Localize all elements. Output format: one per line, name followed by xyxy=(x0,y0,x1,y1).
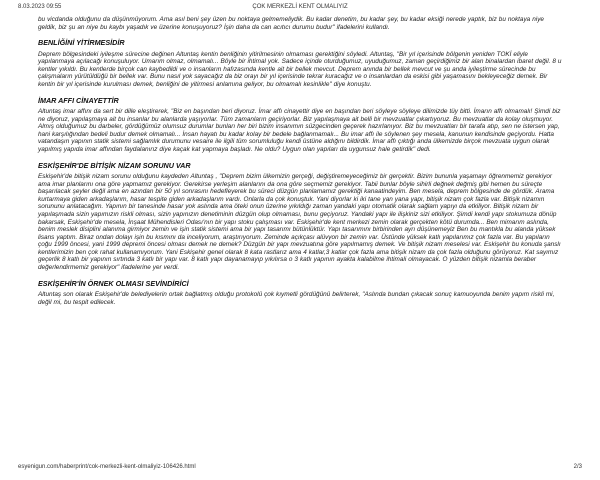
section-heading-bitisik-nizam: ESKİŞEHİR'DE BİTİŞİK NİZAM SORUNU VAR xyxy=(38,160,191,170)
print-date: 8.03.2023 09:55 xyxy=(18,4,62,10)
section-heading-benligini: BENLİĞİNİ YİTİRMESİDİR xyxy=(38,38,125,48)
page-number: 2/3 xyxy=(573,464,582,470)
section-paragraph: Eskişehir'de bitişik nizam sorunu olduğunu kaydeden Altuntaş , "Deprem bizim ülkemizin gerçeği, değiştiremeyeceğimiz bir gerçektir. Bizim bununla yaşamayı öğrenmemiz gerekiyor ama imar planlarını ona göre yapmamız gerekiyor. Gerekirse yerleşim alanlarını da ona göre seçmemiz gerekiyor. Tabii bunlar böyle sihirli değnek değmiş gibi hemen bu süreçte başarılacak şeyler değil ama en azından bir 50 yıl sonrasını hedefleyerek bu süreci düzgün planlamamız gerektiği kanaatindeyim. Ben mesela, deprem bölgesinde de gördük. Arama kurtarmaya giden arkadaşlarım, hasar tespite giden arkadaşlarım vardı. Onlarla da çok konuştuk. Yani diyorlar ki iki tane yan yana yapı, bitişik nizam çok fazla var. Bitişik nizamın sorununu anlatacağım. Yapının bir tanesinde hasar yok aslında ama öteki onun üzerine yıkıldığı zaman yandaki yapı otomatik olarak sağlam yapıyı da etkiliyor. Bitişik nizam bir yapılaşmada sizin yapımızın riskli olması, sizin yapınızın denetiminin düzgün olup olmaması, bunu geçiyoruz. Yandaki yapı ile ilişkiniz sizi etkiliyor. Şimdi kendi yapı stokumuza dönüp bakarsak, Eskişehir'de mesela, İnşaat Mühendisleri Odası'nın bir yapı stoku çalışması var. Eskişehir'de kent merkezi zemin olarak gerçekten kötü durumda... Ben mimarım aslında, benim meslek disiplini alanıma girmiyor zemin ve işin statik sistemi ama bir yapı tasarımı bütünlüktür. Yapı tasarımını birbirinden ayrı düşünemeyiz Ben bu mantıkla bu alanda yüksek lisans yaptım. Biraz ondan dolayı işin bu kısmını da inceliyorum, araştırıyorum. Zeminde açıkçası alüvyon bir zemin var. Üstünde yüksek katlı yapılarımız çok fazla var. Bu yapıların çoğu 1999 öncesi, yani 1999 depremi öncesi olması demek ne demek? Düzgün bir yapı mevzuatına göre yapılmamış demek. Ve bitişik nizam meselesi var. Eskişehir bu konuda şanslı kentlerimizin ben çok rahat kullanamıyorum. Yani Eskişehir genel olarak 8 kata rastlarız ama 4 katlar,3 katlar çok fazla ama bitişik nizam da çok fazla olduğunu görüyoruz. Kat sayımız geçerlik 8 katlı bir yapının sırtında 3 katlı bir yapı var. 8 katlı yapı dayanamayıp yıkılırsa o 3 katlı yapının ayakta kalabilme ihtimali olmayacak. O yüzden bitişik nizamla beraber değerlendirmemiz gerekiyor" ifadelerine yer verdi. xyxy=(38,172,561,272)
section-heading-imar-affi: İMAR AFFI CİNAYETTİR xyxy=(38,95,119,105)
section-paragraph: Altuntaş imar affını da sert bir dille eleştirerek, "Biz en başından beri diyoruz. İmar affı cinayettir diye en başından beri söyleye söyleye dilimizde tüy bitti. İmarın affı olmamalı! Şimdi biz ne diyoruz, yapılaşmaya ait bu insanlar bu alanlarda yaşıyorlar. Tüm zamanların geçiriyorlar. Biz yapılaşmaya ait belli bir mevzuatlar çıkartıyoruz. Bu mevzuatlar da kolay oluşmuyor. Almış olduğumuz bu darbeler, gördüğümüz olumsuz durumlar bunları her biri bizim insanımın süzgecinden geçerek hazırlanıyor. Biz bu mevzuatları bir tarafa atıp, sen ne istersen yap, hani karşılığından bedeli budur demek olmamalı... İnsan hayatı bu kadar kolay bir bedele bağlanmamalı... Bu imar affı ile söylenen şey mesela, kanunun kendisinde geçiyordu. Hatta vatandaşın yapının statik sistemi sağlamlık durumunu vesaire ile ilgili tüm sorumluluğu kendi üstüne aldığını bildirdik. İmar affı çıktığı anda ülkemizde birçok mevzuata uygun olarak yapılmış yapıda imar affından faydalanırız diye kaçak kat yapmaya başladı. Ne oldu? Uygun olan yapıları da uygunsuz hale getirdik" dedi. xyxy=(38,107,561,153)
intro-paragraph: bu vicdanda olduğunu da düşünmüyorum. Ama asıl beni şey üzen bu noktaya gelmemeliydik. Bu kadar denetim, bu kadar şey, bu kadar eksiği nerede yaptık, biz bu noktaya niye geldik, biz şu an niye bu kaybı yaşadık ve üzerine konuşuyoruz? İşin daha da can acıtıcı durumu budur" ifadelerini kullandı. xyxy=(38,16,544,31)
document-title: ÇOK MERKEZLİ KENT OLMALIYIZ xyxy=(252,4,348,10)
page-footer xyxy=(18,464,582,476)
section-paragraph: Deprem bölgesindeki iyileşme sürecine değinen Altuntaş kentin benliğinin yitirilmesinin olmaması gerektiğini söyledi. Altuntaş, "Bir yıl içerisinde bölgenin yeniden TOKİ eliyle yapılanmaya açılacağı konuşuluyor. Umarım olmaz, olmamalı... Böyle bir ihtimal yok. Sadece içinde oturduğumuz, uyuduğumuz, zaman geçirdiğimiz bir alan binalardan ibaret değil. 8 u kentler yıkıldı. Bu kentlerde birçok can kaybedildi ve o insanların hafızasında kentle ait bir bellek mevcut. Deprem anında bir bellek mevcut ve şu anda iyileştirme sürecinde bu çalışmaların yürütüldüğü bir bellek var. Bunu nasıl yok sayacağız da biz orayı bir yıl içerisinde tekrar kuracağız ve o insanlardan da eskisi gibi yaşamasını bekleyeceğiz demek. Bir kentin bir yıl içerisinde kurulması demek, benliğini de yitirmesi anlamına geliyor, bu olmamalı kesinlikle" diye konuştu. xyxy=(38,50,562,88)
section-paragraph: Altuntaş son olarak Eskişehir'de belediyelerin ortak bağlatmış olduğu protokolü çok kıymetli gördüğünü belirterek, "Aslında bundan çıkacak sonuç kamuoyunda benim yapım riskli mi, değil mi, bu tespit edilecek. xyxy=(38,291,555,306)
article-body xyxy=(38,16,562,311)
section-heading-ornek-olmasi: ESKİŞEHİR'İN ÖRNEK OLMASI SEVİNDİRİCİ xyxy=(38,278,189,288)
page-header xyxy=(18,4,582,16)
page-url: esyenigun.com/haberprint/cok-merkezli-kent-olmaliyiz-106426.html xyxy=(18,464,196,470)
